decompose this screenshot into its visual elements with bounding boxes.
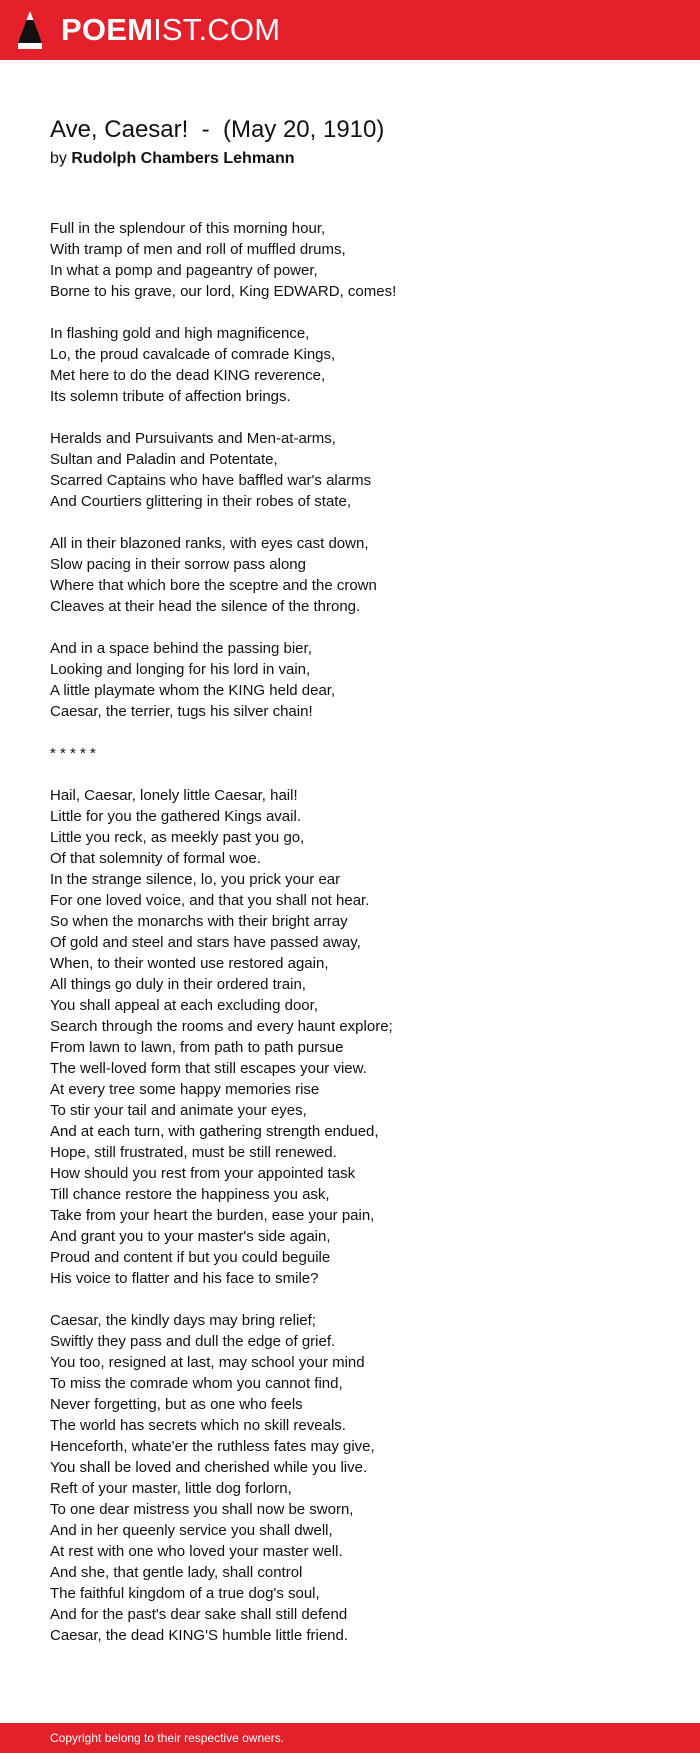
- poem-line: Of gold and steel and stars have passed away,: [50, 934, 361, 951]
- site-footer: [0, 1723, 700, 1753]
- poem-line: Take from your heart the burden, ease your pain,: [50, 1207, 375, 1224]
- poem-line: How should you rest from your appointed task: [50, 1165, 356, 1182]
- poem-line: You too, resigned at last, may school your mind: [50, 1354, 365, 1371]
- poem-line: Full in the splendour of this morning hour,: [50, 220, 326, 237]
- poem-line: To miss the comrade whom you cannot find,: [50, 1375, 343, 1392]
- poem-line: And in her queenly service you shall dwell,: [50, 1522, 333, 1539]
- poem-line: And in a space behind the passing bier,: [50, 640, 312, 657]
- poem-stanza: [50, 1310, 650, 1646]
- poem-line: Cleaves at their head the silence of the throng.: [50, 598, 361, 615]
- poem-line: Never forgetting, but as one who feels: [50, 1396, 303, 1413]
- poem-line: When, to their wonted use restored again,: [50, 955, 329, 972]
- poem-line: For one loved voice, and that you shall not hear.: [50, 892, 370, 909]
- pencil-icon[interactable]: [17, 10, 43, 50]
- poem-line: In the strange silence, lo, you prick your ear: [50, 871, 341, 888]
- poem-line: The faithful kingdom of a true dog's soul,: [50, 1585, 320, 1602]
- poem-stanza: [50, 218, 650, 302]
- poem-line: Little for you the gathered Kings avail.: [50, 808, 301, 825]
- poem-line: Scarred Captains who have baffled war's alarms: [50, 472, 372, 489]
- copyright-notice: Copyright belong to their respective owners.: [50, 1731, 285, 1745]
- poem-line: All in their blazoned ranks, with eyes cast down,: [50, 535, 369, 552]
- poem-line: Of that solemnity of formal woe.: [50, 850, 261, 867]
- byline: [50, 148, 294, 170]
- poem-stanza: [50, 785, 650, 1289]
- poem-stanza: [50, 533, 650, 617]
- poem-line: To stir your tail and animate your eyes,: [50, 1102, 307, 1119]
- poem-line: Looking and longing for his lord in vain,: [50, 661, 311, 678]
- poem-stanza: [50, 428, 650, 512]
- poem-line: Met here to do the dead KING reverence,: [50, 367, 326, 384]
- poem-line: All things go duly in their ordered train,: [50, 976, 306, 993]
- poem-line: Swiftly they pass and dull the edge of grief.: [50, 1333, 336, 1350]
- poem-stanza: [50, 743, 650, 764]
- poem-line: You shall appeal at each excluding door,: [50, 997, 318, 1014]
- poem-line: You shall be loved and cherished while you live.: [50, 1459, 368, 1476]
- poem-title: Ave, Caesar! - (May 20, 1910): [50, 116, 385, 143]
- poem-line: Sultan and Paladin and Potentate,: [50, 451, 278, 468]
- poem-line: Proud and content if but you could beguile: [50, 1249, 331, 1266]
- poem-line: Caesar, the dead KING'S humble little friend.: [50, 1627, 349, 1644]
- poem-line: And Courtiers glittering in their robes of state,: [50, 493, 351, 510]
- poem-line: A little playmate whom the KING held dear,: [50, 682, 336, 699]
- poem-line: And for the past's dear sake shall still defend: [50, 1606, 348, 1623]
- poem-line: The well-loved form that still escapes your view.: [50, 1060, 367, 1077]
- poem-line: Till chance restore the happiness you ask,: [50, 1186, 330, 1203]
- poem-line: With tramp of men and roll of muffled drums,: [50, 241, 346, 258]
- poem-line: Little you reck, as meekly past you go,: [50, 829, 305, 846]
- poem-line: Caesar, the terrier, tugs his silver chain!: [50, 703, 313, 720]
- poem-stanza: [50, 638, 650, 722]
- poem-line: To one dear mistress you shall now be sworn,: [50, 1501, 354, 1518]
- poem-line: From lawn to lawn, from path to path pursue: [50, 1039, 344, 1056]
- poem-line: Heralds and Pursuivants and Men-at-arms,: [50, 430, 336, 447]
- poem-line: At rest with one who loved your master well.: [50, 1543, 343, 1560]
- poem-line: In what a pomp and pageantry of power,: [50, 262, 318, 279]
- poem-line: Reft of your master, little dog forlorn,: [50, 1480, 292, 1497]
- poem-line: His voice to flatter and his face to smile?: [50, 1270, 319, 1287]
- poem-line: Hope, still frustrated, must be still renewed.: [50, 1144, 337, 1161]
- poem-line: Where that which bore the sceptre and the crown: [50, 577, 377, 594]
- author-name: Rudolph Chambers Lehmann: [71, 150, 295, 167]
- poem-line: And at each turn, with gathering strength endued,: [50, 1123, 379, 1140]
- poem-body: [50, 218, 650, 1667]
- poem-line: Search through the rooms and every haunt explore;: [50, 1018, 393, 1035]
- poem-line: Slow pacing in their sorrow pass along: [50, 556, 306, 573]
- site-logo[interactable]: [61, 12, 280, 48]
- logo-bold: POEM: [61, 12, 154, 47]
- poem-line: Henceforth, whate'er the ruthless fates may give,: [50, 1438, 375, 1455]
- poem-stanza: [50, 323, 650, 407]
- logo-light: IST.COM: [153, 12, 281, 47]
- poem-line: Lo, the proud cavalcade of comrade Kings,: [50, 346, 336, 363]
- poem-line: At every tree some happy memories rise: [50, 1081, 320, 1098]
- poem-line: Hail, Caesar, lonely little Caesar, hail!: [50, 787, 298, 804]
- poem-line: And she, that gentle lady, shall control: [50, 1564, 303, 1581]
- site-header: [0, 0, 700, 60]
- poem-line: And grant you to your master's side again,: [50, 1228, 331, 1245]
- poem-line: Borne to his grave, our lord, King EDWARD, comes!: [50, 283, 397, 300]
- poem-line: Its solemn tribute of affection brings.: [50, 388, 291, 405]
- poem-line: In flashing gold and high magnificence,: [50, 325, 310, 342]
- by-label: by: [50, 150, 67, 167]
- poem-line: The world has secrets which no skill reveals.: [50, 1417, 346, 1434]
- poem-line: Caesar, the kindly days may bring relief;: [50, 1312, 316, 1329]
- poem-line: * * * * *: [50, 745, 96, 762]
- poem-line: So when the monarchs with their bright array: [50, 913, 348, 930]
